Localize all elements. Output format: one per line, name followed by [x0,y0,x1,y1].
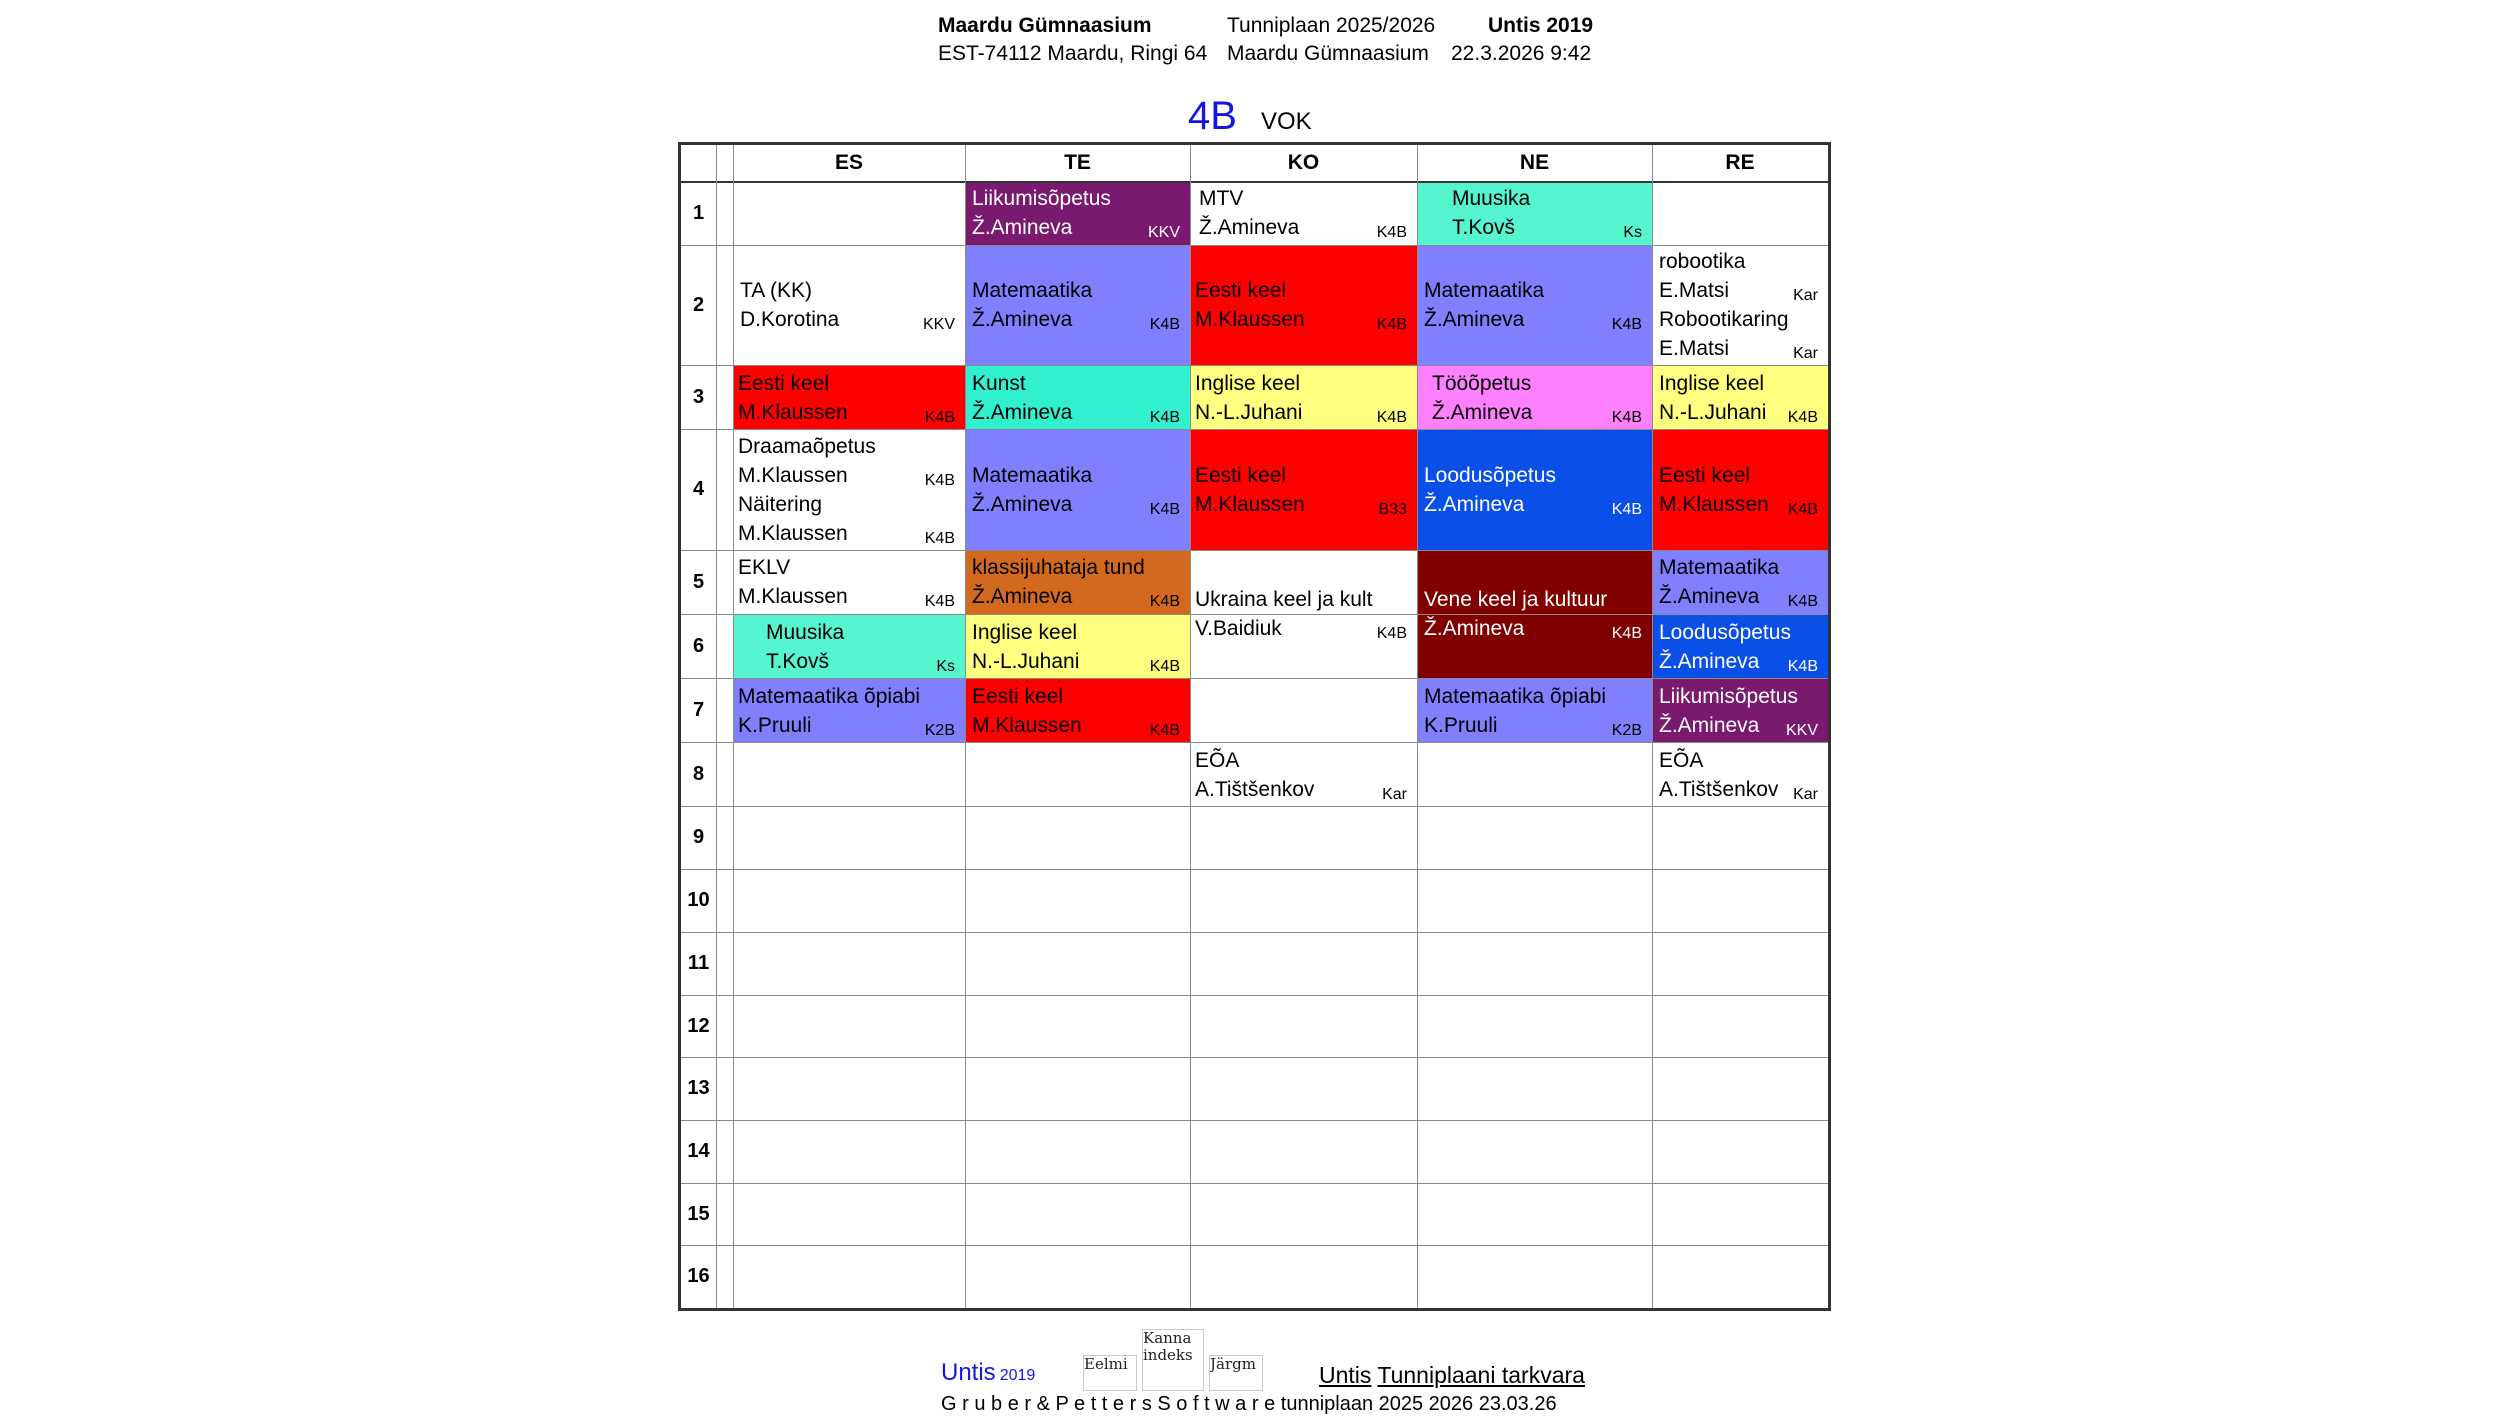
room-code: K4B [1787,408,1818,426]
teacher-name: V.Baidiuk [1195,617,1282,641]
room-code: K4B [1149,316,1180,334]
subject-name: Eesti keel [1195,464,1287,488]
plan-title: Tunniplaan 2025/2026 [1227,14,1436,37]
print-timestamp: 22.3.2026 9:42 [1451,42,1592,65]
lesson-cell[interactable] [1653,679,1828,742]
subject-name: Inglise keel [1195,371,1301,395]
teacher-name: M.Klaussen [738,464,848,488]
lesson-teacher [1424,305,1642,334]
subject-name: Matemaatika [972,279,1093,303]
class-teacher: VOK [1260,108,1312,135]
lesson-cell[interactable] [966,615,1190,678]
footer-untis-version: 2019 [999,1367,1036,1384]
lesson-cell[interactable] [1191,246,1417,365]
subject-name: Inglise keel [972,620,1078,644]
room-code: K4B [1787,501,1818,519]
lesson-cell[interactable] [1653,615,1828,678]
grid-line [681,995,716,996]
lesson-subject [1424,461,1642,490]
teacher-name: D.Korotina [740,308,840,332]
period-number: 16 [687,1265,710,1288]
lesson-subject [1195,746,1407,775]
grid-line [1652,145,1653,1308]
lesson-subject [738,369,955,398]
lesson-cell[interactable] [1191,743,1417,806]
subject-name: MTV [1199,187,1244,211]
room-code: KKV [1147,224,1180,242]
lesson-teacher [740,305,955,334]
teacher-name: Ž.Amineva [972,308,1073,332]
teacher-name: Ž.Amineva [1432,400,1533,424]
lesson-teacher [1195,305,1407,334]
software-version: Untis 2019 [1488,14,1594,37]
subject-name: robootika [1659,250,1746,274]
period-number: 6 [692,634,705,657]
room-code: K4B [1149,501,1180,519]
room-code: Kar [1793,345,1818,363]
previous-page-image[interactable] [1083,1355,1137,1391]
lesson-teacher [972,490,1180,519]
school-address: EST-74112 Maardu, Ringi 64 [938,42,1208,65]
period-number: 13 [687,1077,710,1100]
lesson-teacher [738,398,955,427]
room-code: K4B [924,530,955,548]
teacher-name: Ž.Amineva [1424,617,1525,641]
lesson-cell[interactable] [1418,246,1652,365]
teacher-name: M.Klaussen [738,400,848,424]
lesson-teacher [972,647,1180,676]
subject-name: Eesti keel [1195,279,1287,303]
period-number: 9 [692,826,705,849]
grid-line [681,614,716,615]
subject-name: Draamaõpetus [738,435,876,459]
teacher-name: E.Matsi [1659,337,1730,361]
lesson-subject [738,553,955,582]
lesson-teacher [1659,276,1818,305]
subject-name: Matemaatika õpiabi [1424,684,1607,708]
subject-name: Loodusõpetus [1424,464,1556,488]
subject-name: Muusika [1452,187,1531,211]
grid-line [1190,145,1191,1308]
teacher-name: M.Klaussen [972,713,1082,737]
school-name: Maardu Gümnaasium [938,14,1152,37]
subject-name: Tööõpetus [1432,371,1532,395]
teacher-name: Ž.Amineva [972,493,1073,517]
teacher-name: M.Klaussen [738,585,848,609]
untis-link[interactable]: Untis [1319,1362,1372,1388]
subject-name: Inglise keel [1659,371,1765,395]
room-code: K4B [1787,657,1818,675]
lesson-teacher [1659,398,1818,427]
lesson-teacher [1659,711,1818,740]
lesson-teacher [738,582,955,611]
subject-name: Näitering [738,493,823,517]
subject-name: Muusika [766,620,845,644]
grid-line [716,1245,1828,1246]
lesson-teacher [738,711,955,740]
lesson-teacher [1452,213,1642,242]
lesson-teacher [972,398,1180,427]
room-code: K2B [1611,721,1642,739]
day-header-es: ES [834,151,863,174]
teacher-name: M.Klaussen [1195,308,1305,332]
grid-line [716,932,1828,933]
lesson-subject [1659,746,1818,775]
grid-line [716,995,1828,996]
grid-line [681,429,716,430]
lesson-cell[interactable] [734,366,965,429]
subject-name: EKLV [738,556,791,580]
grid-line [716,869,1828,870]
lesson-teacher [972,711,1180,740]
teacher-name: Ž.Amineva [1659,649,1760,673]
teacher-name: Ž.Amineva [1424,493,1525,517]
lesson-cell[interactable] [734,246,965,365]
room-code: K4B [1376,625,1407,643]
lesson-subject [1195,369,1407,398]
teacher-name: Ž.Amineva [1659,585,1760,609]
day-header-ko: KO [1287,151,1320,174]
period-number: 10 [687,889,710,912]
subject-name: Matemaatika [972,464,1093,488]
subject-name: Eesti keel [738,371,830,395]
lesson-teacher [1659,334,1818,363]
lesson-subject [1424,682,1642,711]
plan-date: tunniplaan 2025 2026 23.03.26 [1280,1393,1557,1415]
grid-line [716,245,1828,246]
teacher-name: E.Matsi [1659,279,1730,303]
grid-line [681,932,716,933]
class-name: 4B [1188,94,1237,138]
subject-name: Robootikaring [1659,308,1789,332]
grid-line [681,1120,716,1121]
lesson-cell[interactable] [1418,430,1652,549]
lesson-cell[interactable] [966,246,1190,365]
subject-name: Matemaatika [1659,556,1780,580]
day-header-re: RE [1725,151,1755,174]
room-code: K4B [1376,316,1407,334]
subject-name: klassijuhataja tund [972,556,1145,580]
lesson-teacher [1199,213,1407,242]
lesson-subject [1432,369,1642,398]
period-number: 7 [692,699,705,722]
lesson-teacher [1195,775,1407,804]
room-code: KKV [1785,721,1818,739]
lesson-subject [738,432,955,461]
subject-name: EÕA [1659,748,1704,772]
period-number: 8 [692,763,705,786]
lesson-cell[interactable] [734,615,965,678]
lesson-teacher [1659,490,1818,519]
lesson-cell[interactable] [1653,551,1828,614]
subject-name: Eesti keel [1659,464,1751,488]
lesson-cell[interactable] [966,679,1190,742]
grid-line [733,145,734,1308]
company-name: G r u b e r & P e t t e r s S o f t w a r e [941,1393,1276,1415]
grid-line [716,1057,1828,1058]
teacher-name: Ž.Amineva [1659,713,1760,737]
lesson-teacher [1424,614,1642,643]
lesson-cell[interactable] [1653,246,1828,365]
period-number: 1 [692,201,705,224]
grid-line [681,678,716,679]
room-code: K2B [924,721,955,739]
lesson-subject [1659,618,1818,647]
room-code: K4B [924,408,955,426]
grid-line [681,806,716,807]
grid-line [681,550,716,551]
subject-name: Liikumisõpetus [1659,684,1798,708]
subject-name: Kunst [972,371,1026,395]
lesson-teacher [1659,647,1818,676]
teacher-name: Ž.Amineva [972,400,1073,424]
room-code: K4B [1149,657,1180,675]
room-code: KKV [922,316,955,334]
lesson-teacher [1659,582,1818,611]
footer-links [1319,1362,1585,1389]
lesson-subject [1659,369,1818,398]
room-code: Kar [1793,287,1818,305]
room-code: Ks [936,657,955,675]
lesson-cell[interactable] [1191,182,1417,245]
room-code: K4B [1611,316,1642,334]
room-code: K4B [924,472,955,490]
teacher-name: T.Kovš [1452,216,1516,240]
day-header-te: TE [1064,151,1091,174]
period-number: 15 [687,1202,710,1225]
grid-line [681,181,1828,183]
teacher-name: K.Pruuli [1424,713,1498,737]
room-code: K4B [1376,224,1407,242]
room-code: K4B [1611,625,1642,643]
lesson-cell[interactable] [1191,366,1417,429]
grid-line [716,365,1828,366]
lesson-teacher [766,647,955,676]
lesson-subject [1424,276,1642,305]
teacher-name: M.Klaussen [738,522,848,546]
lesson-subject [1659,305,1818,334]
lesson-cell[interactable] [1418,366,1652,429]
grid-line [681,1183,716,1184]
lesson-subject [972,184,1180,213]
teacher-name: Ž.Amineva [1424,308,1525,332]
teacher-name: Ž.Amineva [972,585,1073,609]
lesson-cell[interactable] [1191,430,1417,549]
teacher-name: A.Tištšenkov [1195,777,1315,801]
lesson-cell[interactable] [966,182,1190,245]
lesson-subject [972,682,1180,711]
lesson-cell[interactable] [1653,743,1828,806]
room-code: Kar [1793,785,1818,803]
period-number: 3 [692,386,705,409]
subject-name: TA (KK) [740,279,812,303]
lesson-teacher [972,305,1180,334]
grid-line [681,742,716,743]
lesson-cell[interactable] [1653,366,1828,429]
lesson-subject [766,618,955,647]
lesson-cell[interactable] [734,679,965,742]
room-code: K4B [1149,721,1180,739]
lesson-subject [972,618,1180,647]
teacher-name: M.Klaussen [1195,493,1305,517]
lesson-cell[interactable] [734,551,965,614]
subject-name: Eesti keel [972,684,1064,708]
grid-line [1417,145,1418,1308]
room-code: K4B [1611,501,1642,519]
period-number: 11 [687,951,710,974]
room-code: K4B [1611,408,1642,426]
room-code: K4B [924,593,955,611]
subject-name: Loodusõpetus [1659,620,1791,644]
next-page-image[interactable] [1209,1355,1263,1391]
grid-line [716,614,1828,615]
teacher-name: Ž.Amineva [972,216,1073,240]
room-code: K4B [1149,408,1180,426]
lesson-teacher [1432,398,1642,427]
lesson-teacher [1424,490,1642,519]
lesson-subject [972,369,1180,398]
room-code: Kar [1382,785,1407,803]
lesson-cell[interactable] [966,366,1190,429]
grid-line [681,365,716,366]
lesson-subject [1659,247,1818,276]
grid-line [681,245,716,246]
lesson-subject [972,553,1180,582]
lesson-teacher [1195,398,1407,427]
lesson-cell[interactable] [1418,679,1652,742]
lesson-subject [1195,461,1407,490]
period-number: 12 [687,1014,710,1037]
teacher-name: Ž.Amineva [1199,216,1300,240]
period-number: 2 [692,293,705,316]
footer-untis-logo[interactable] [941,1359,1035,1387]
grid-line [716,742,1828,743]
lesson-subject [1199,184,1407,213]
room-code: Ks [1623,224,1642,242]
grid-line [716,145,717,1308]
lesson-subject [740,276,955,305]
lesson-teacher [972,582,1180,611]
grid-line [681,869,716,870]
grid-line [965,145,966,1308]
teacher-name: N.-L.Juhani [1195,400,1303,424]
day-header-ne: NE [1519,151,1550,174]
grid-line [681,1057,716,1058]
period-number: 14 [687,1139,710,1162]
lesson-teacher [738,461,955,490]
timetable-software-link[interactable]: Tunniplaani tarkvara [1377,1362,1585,1388]
teacher-name: N.-L.Juhani [972,649,1080,673]
timetable-grid [678,142,1831,1311]
lesson-cell[interactable] [1418,182,1652,245]
subject-name: Vene keel ja kultuur [1424,588,1608,612]
room-code: K4B [1149,593,1180,611]
subject-name: Ukraina keel ja kult [1195,588,1373,612]
lesson-teacher [738,519,955,548]
footer-untis-label: Untis [941,1359,996,1386]
lesson-subject [1195,585,1407,614]
teacher-name: M.Klaussen [1659,493,1769,517]
lesson-cell[interactable] [1653,430,1828,549]
lesson-cell[interactable] [966,430,1190,549]
lesson-teacher [972,213,1180,242]
lesson-subject [1659,461,1818,490]
grid-line [716,1183,1828,1184]
lesson-cell[interactable] [734,430,965,549]
lesson-subject [1659,553,1818,582]
plan-school: Maardu Gümnaasium [1227,42,1429,65]
teacher-name: A.Tištšenkov [1659,777,1779,801]
index-page-image[interactable] [1142,1329,1204,1391]
lesson-teacher [1195,614,1407,643]
subject-name: Matemaatika [1424,279,1545,303]
grid-line [716,678,1828,679]
lesson-teacher [1659,775,1818,804]
grid-line [681,1245,716,1246]
lesson-teacher [1195,490,1407,519]
subject-name: Liikumisõpetus [972,187,1111,211]
lesson-subject [1659,682,1818,711]
grid-line [716,806,1828,807]
room-code: B33 [1378,501,1407,519]
lesson-subject [738,490,955,519]
lesson-subject [1195,276,1407,305]
footer-company [941,1393,1557,1416]
subject-name: Matemaatika õpiabi [738,684,921,708]
lesson-cell[interactable] [966,551,1190,614]
subject-name: EÕA [1195,748,1240,772]
room-code: K4B [1787,593,1818,611]
lesson-subject [972,276,1180,305]
grid-line [716,550,1828,551]
lesson-subject [1424,585,1642,614]
lesson-subject [1452,184,1642,213]
teacher-name: N.-L.Juhani [1659,400,1767,424]
previous-page-alt: Eelmi [1084,1355,1128,1373]
grid-line [716,429,1828,430]
class-title [1188,94,1312,139]
lesson-teacher [1424,711,1642,740]
lesson-subject [972,461,1180,490]
teacher-name: K.Pruuli [738,713,812,737]
lesson-subject [738,682,955,711]
period-number: 4 [692,478,705,501]
next-page-alt: Järgm [1210,1355,1256,1373]
index-page-alt: Kanna indeks [1143,1329,1193,1364]
teacher-name: T.Kovš [766,649,830,673]
period-number: 5 [692,570,705,593]
grid-line [716,1120,1828,1121]
room-code: K4B [1376,408,1407,426]
